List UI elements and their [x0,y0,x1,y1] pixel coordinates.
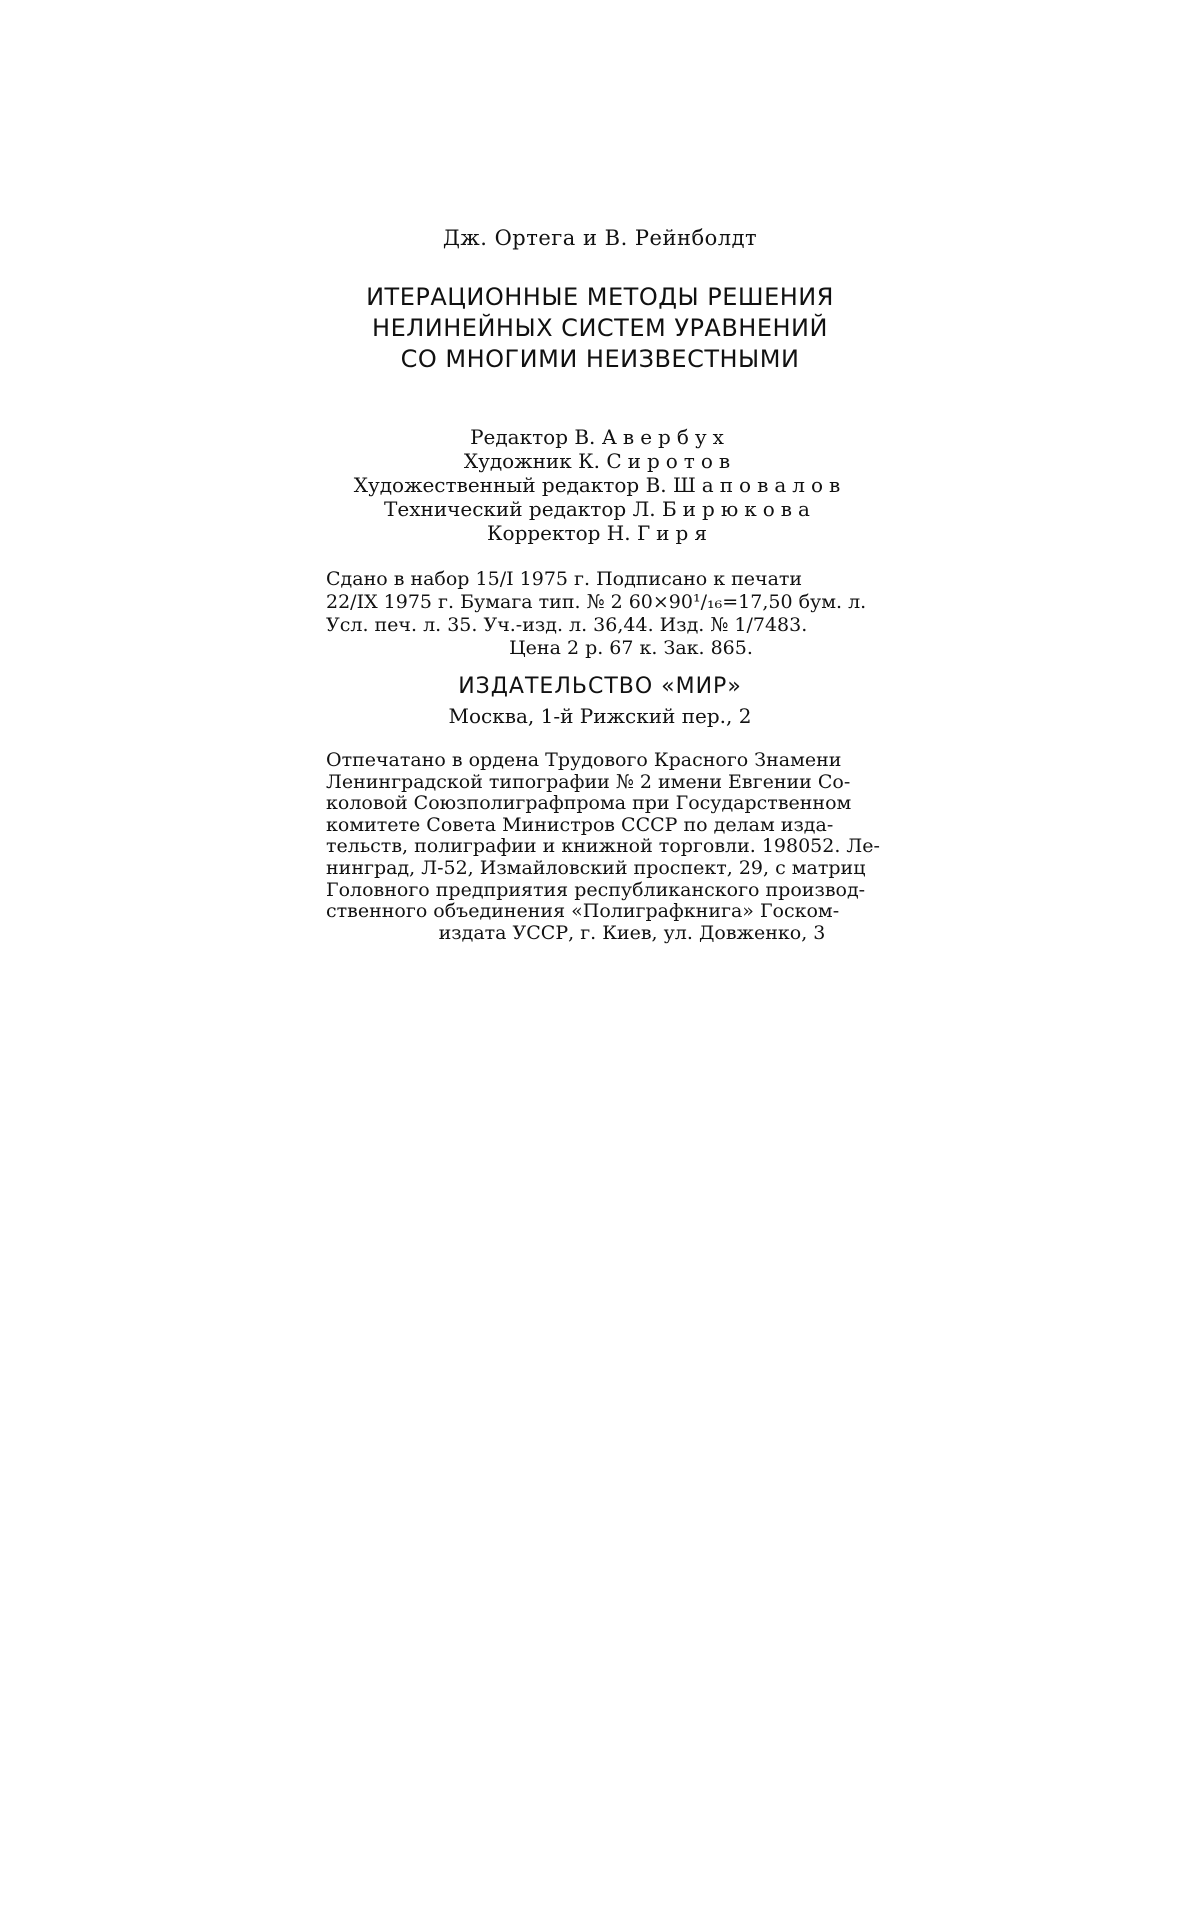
credit-tech-editor [0,497,1200,521]
printing-line: Головного предприятия республиканского производ- [326,878,866,901]
credit-name: Авербух [601,425,730,449]
printing-line: коловой Союзполиграфпрома при Государственном [326,792,852,815]
printing-line: издата УССР, г. Киев, ул. Довженко, 3 [438,921,826,944]
credit-name: Бирюкова [661,497,816,521]
title-line: СО МНОГИМИ НЕИЗВЕСТНЫМИ [400,345,800,373]
credit-name: Сиротов [606,449,737,473]
imprint-block [326,568,936,660]
credit-proofreader [0,521,1200,545]
book-title [0,282,1200,375]
imprint-price-line: Цена 2 р. 67 к. Зак. 865. [509,637,753,659]
credit-art-editor [0,473,1200,497]
credit-name: Гиря [636,521,713,545]
printing-line: нинград, Л-52, Измайловский проспект, 29, с матриц [326,856,866,879]
publisher-address: Москва, 1-й Рижский пер., 2 [448,704,752,728]
credit-role: Редактор В. [470,425,596,449]
authors-line: Дж. Ортега и В. Рейнболдт [442,226,758,250]
credit-artist [0,449,1200,473]
printing-info [326,750,938,944]
title-line: НЕЛИНЕЙНЫХ СИСТЕМ УРАВНЕНИЙ [372,314,828,342]
printing-line: ственного объединения «Полиграфкнига» Госком- [326,900,840,923]
title-line: ИТЕРАЦИОННЫЕ МЕТОДЫ РЕШЕНИЯ [366,283,834,311]
credit-role: Технический редактор Л. [384,497,656,521]
imprint-line: Усл. печ. л. 35. Уч.-изд. л. 36,44. Изд. № 1/7483. [326,614,808,636]
credit-name: Шаповалов [672,473,847,497]
credit-editor [0,425,1200,449]
credit-role: Художник К. [463,449,600,473]
printing-line: комитете Совета Министров СССР по делам изда- [326,813,834,836]
imprint-line: Сдано в набор 15/I 1975 г. Подписано к печати [326,568,803,590]
printing-line: тельств, полиграфии и книжной торговли. 198052. Ле- [326,835,880,858]
publisher-name: ИЗДАТЕЛЬСТВО «МИР» [458,674,742,699]
imprint-line: 22/IX 1975 г. Бумага тип. № 2 60×90¹/₁₆=17,50 бум. л. [326,591,867,613]
credits-list [0,425,1200,545]
printing-line: Отпечатано в ордена Трудового Красного Знамени [326,749,842,771]
credit-role: Корректор Н. [487,521,631,545]
printing-line: Ленинградской типографии № 2 имени Евгении Со- [326,770,851,793]
credit-role: Художественный редактор В. [353,473,667,497]
